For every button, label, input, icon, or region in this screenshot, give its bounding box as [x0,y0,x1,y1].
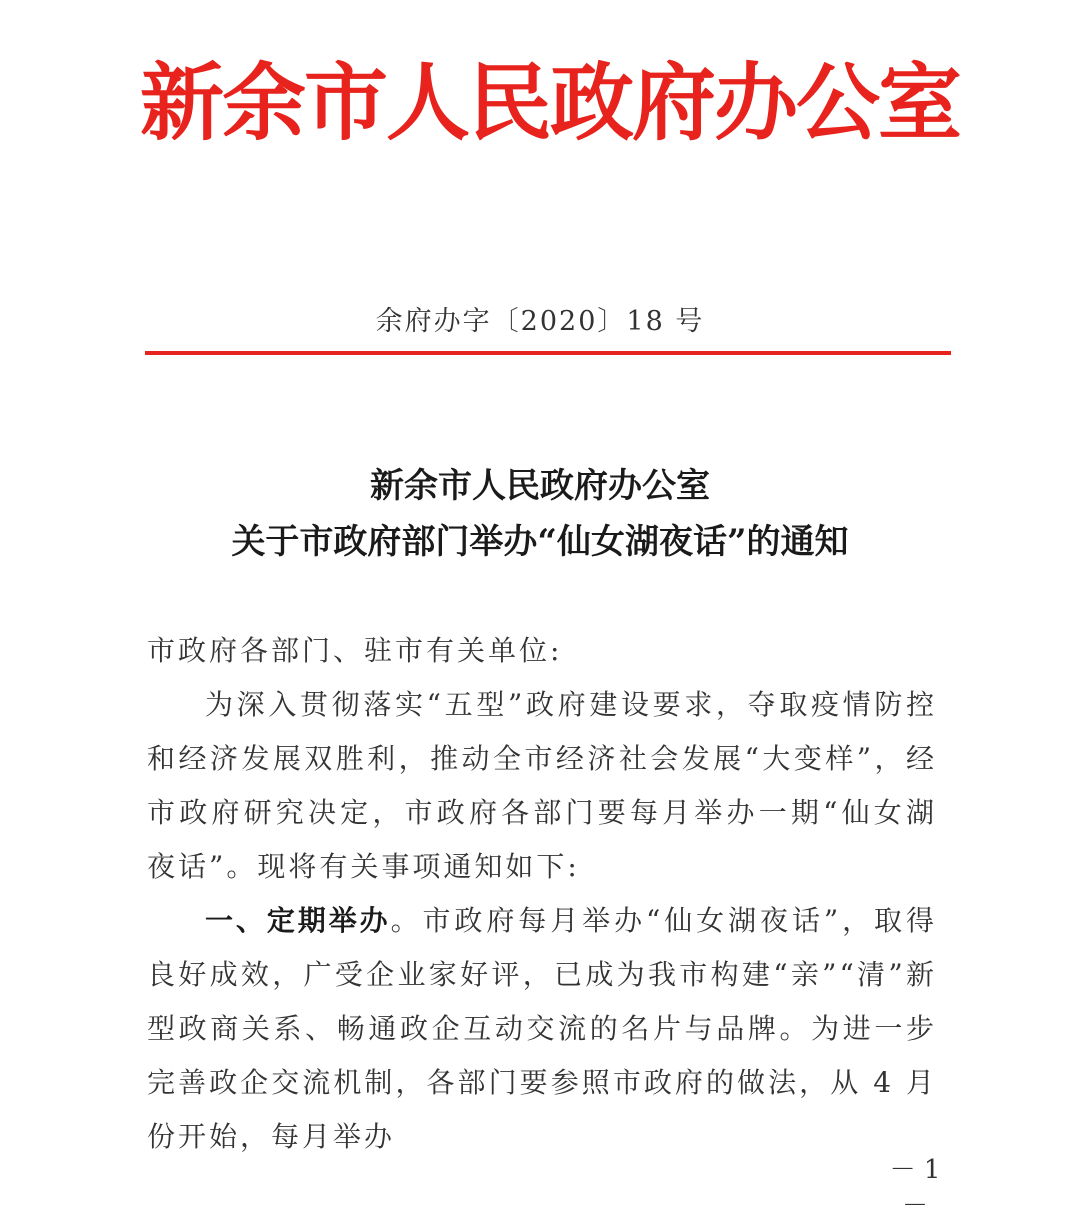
document-title [140,458,940,570]
intro-paragraph: 为深入贯彻落实“五型”政府建设要求，夺取疫情防控和经济发展双胜利，推动全市经济社会发展“大变样”，经市政府研究决定，市政府各部门要每月举办一期“仙女湖夜话”。现将有关事项通知如下: [147,688,937,883]
section-1-paragraph [147,894,937,1164]
document-number: 余府办字〔2020〕18 号 [375,306,705,337]
page-number: － 1 － [889,1155,941,1221]
title-line-1: 新余市人民政府办公室 [370,466,710,506]
document-body [147,624,937,1164]
issuer-header: 新余市人民政府办公室 [140,53,961,152]
title-line-2: 关于市政府部门举办“仙女湖夜话”的通知 [231,522,849,562]
salutation: 市政府各部门、驻市有关单位: [147,634,563,667]
section-1-text: 。市政府每月举办“仙女湖夜话”，取得良好成效，广受企业家好评，已成为我市构建“亲”“清”新型政商关系、畅通政企互动交流的名片与品牌。为进一步完善政企交流机制，各部门要参照市政府的做法，从 4 月份开始，每月举办 [147,904,937,1153]
section-1-heading: 一、定期举办 [205,904,391,937]
red-divider-line [145,351,951,355]
